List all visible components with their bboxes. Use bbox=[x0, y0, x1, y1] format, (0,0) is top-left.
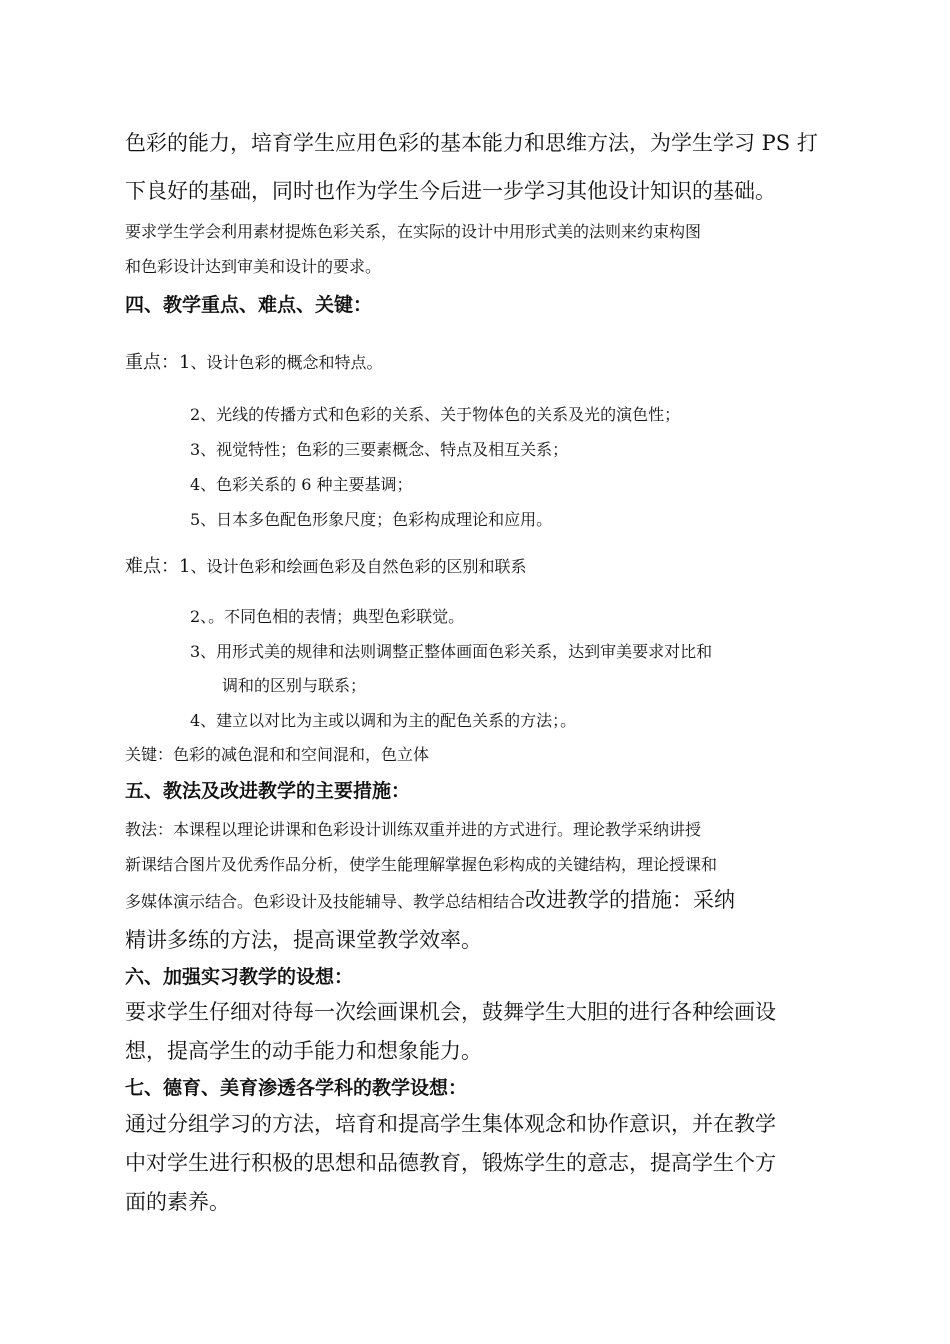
crux-line: 关键：色彩的减色混和和空间混和，色立体 bbox=[125, 745, 430, 764]
key-point-item: 5、日本多色配色形象尺度；色彩构成理论和应用。 bbox=[190, 510, 553, 529]
intro-line-4: 和色彩设计达到审美和设计的要求。 bbox=[125, 257, 382, 276]
key-point-item: 2、光线的传播方式和色彩的关系、关于物体色的关系及光的演色性； bbox=[190, 405, 681, 424]
section-4-heading: 四、教学重点、难点、关键： bbox=[125, 294, 373, 316]
teaching-method-line-1: 教法：本课程以理论讲课和色彩设计训练双重并进的方式进行。理论教学采纳讲授 bbox=[125, 820, 702, 839]
teaching-method-line-3-part-1: 多媒体演示结合。色彩设计及技能辅导、教学总结相结合 bbox=[125, 892, 526, 911]
key-points-first-number: 1 bbox=[179, 352, 191, 373]
teaching-method-line-2: 新课结合图片及优秀作品分析，使学生能理解掌握色彩构成的关键结构，理论授课和 bbox=[125, 855, 718, 874]
difficulties-line-1 bbox=[125, 556, 526, 578]
difficulty-item: 4、建立以对比为主或以调和为主的配色关系的方法；。 bbox=[190, 711, 577, 730]
key-point-item: 3、视觉特性；色彩的三要素概念、特点及相互关系； bbox=[190, 440, 569, 459]
intro-line-1: 色彩的能力，培育学生应用色彩的基本能力和思维方法，为学生学习 PS 打 bbox=[125, 131, 818, 155]
difficulty-item: 3、用形式美的规律和法则调整正整体画面色彩关系，达到审美要求对比和 bbox=[190, 642, 713, 661]
teaching-method-line-4: 精讲多练的方法，提高课堂教学效率。 bbox=[125, 928, 482, 952]
key-point-item: 4、色彩关系的 6 种主要基调； bbox=[190, 475, 413, 494]
intro-line-2: 下良好的基础，同时也作为学生今后进一步学习其他设计知识的基础。 bbox=[125, 179, 776, 203]
practice-line-2: 想，提高学生的动手能力和想象能力。 bbox=[125, 1039, 482, 1063]
moral-education-line-3: 面的素养。 bbox=[125, 1190, 230, 1214]
difficulty-item: 2、。不同色相的表情；典型色彩联觉。 bbox=[190, 607, 465, 626]
key-points-label: 重点： bbox=[125, 352, 179, 373]
difficulties-first-number: 1 bbox=[179, 556, 191, 577]
section-7-heading: 七、德育、美育渗透各学科的教学设想： bbox=[125, 1077, 468, 1099]
teaching-method-line-3-part-2: 改进教学的措施：采纳 bbox=[525, 888, 736, 912]
practice-line-1: 要求学生仔细对待每一次绘画课机会，鼓舞学生大胆的进行各种绘画设 bbox=[125, 1000, 776, 1024]
teaching-method-line-3 bbox=[125, 888, 735, 913]
moral-education-line-2: 中对学生进行积极的思想和品德教育，锻炼学生的意志，提高学生个方 bbox=[125, 1151, 776, 1175]
moral-education-line-1: 通过分组学习的方法，培育和提高学生集体观念和协作意识，并在教学 bbox=[125, 1112, 776, 1136]
intro-line-3: 要求学生学会利用素材提炼色彩关系，在实际的设计中用形式美的法则来约束构图 bbox=[125, 222, 702, 241]
difficulties-first-text: 、设计色彩和绘画色彩及自然色彩的区别和联系 bbox=[190, 557, 527, 576]
difficulties-label: 难点： bbox=[125, 556, 179, 577]
difficulty-item-continuation: 调和的区别与联系； bbox=[222, 676, 367, 695]
key-points-line-1 bbox=[125, 352, 382, 374]
section-6-heading: 六、加强实习教学的设想： bbox=[125, 966, 354, 988]
section-5-heading: 五、教法及改进教学的主要措施： bbox=[125, 780, 411, 802]
key-points-first-text: 、设计色彩的概念和特点。 bbox=[190, 353, 383, 372]
